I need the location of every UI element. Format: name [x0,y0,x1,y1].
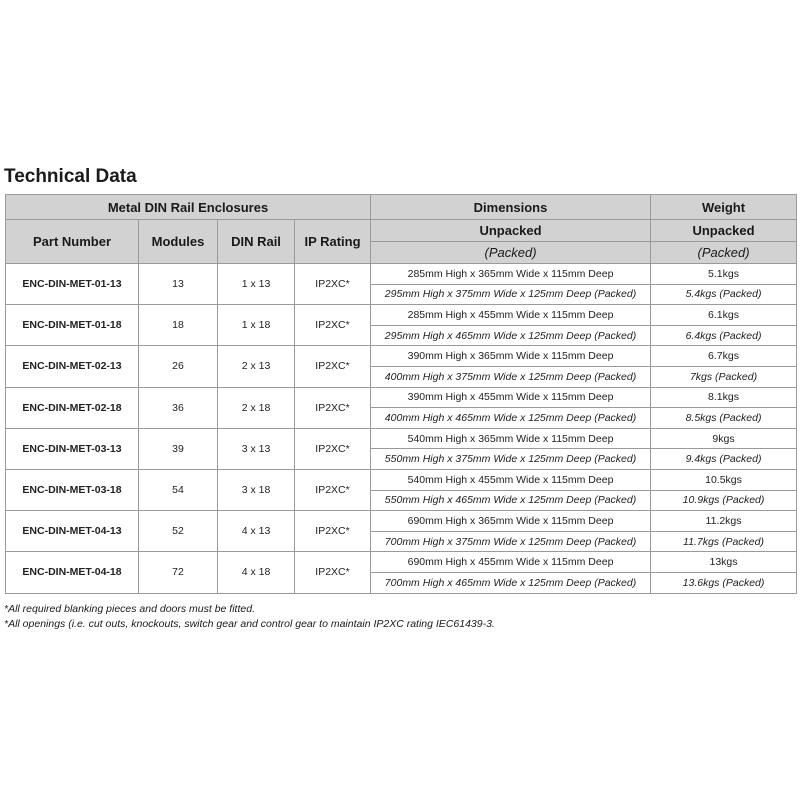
header-dimensions-unpacked: Unpacked [371,220,651,242]
dimensions-unpacked-cell: 390mm High x 365mm Wide x 115mm Deep [371,346,651,367]
ip-rating-cell: IP2XC* [295,428,371,469]
modules-cell: 13 [139,264,218,305]
header-dimensions: Dimensions [371,195,651,220]
weight-packed-cell: 10.9kgs (Packed) [651,490,797,511]
header-din-rail: DIN Rail [218,220,295,264]
part-number-cell: ENC-DIN-MET-02-13 [6,346,139,387]
weight-unpacked-cell: 6.7kgs [651,346,797,367]
dimensions-unpacked-cell: 690mm High x 455mm Wide x 115mm Deep [371,552,651,573]
footnote: *All openings (i.e. cut outs, knockouts, switch gear and control gear to maintain IP2XC rating IEC61439-3. [4,618,495,630]
ip-rating-cell: IP2XC* [295,552,371,593]
table-row [6,511,797,532]
dimensions-unpacked-cell: 540mm High x 365mm Wide x 115mm Deep [371,428,651,449]
weight-unpacked-cell: 9kgs [651,428,797,449]
modules-cell: 54 [139,469,218,510]
table-row [6,346,797,367]
dimensions-packed-cell: 550mm High x 375mm Wide x 125mm Deep (Packed) [371,449,651,470]
ip-rating-cell: IP2XC* [295,469,371,510]
ip-rating-cell: IP2XC* [295,387,371,428]
weight-unpacked-cell: 13kgs [651,552,797,573]
header-weight-packed: (Packed) [651,242,797,264]
din-rail-cell: 3 x 18 [218,469,295,510]
ip-rating-cell: IP2XC* [295,264,371,305]
din-rail-cell: 1 x 18 [218,305,295,346]
table-row [6,469,797,490]
part-number-cell: ENC-DIN-MET-02-18 [6,387,139,428]
weight-packed-cell: 6.4kgs (Packed) [651,325,797,346]
dimensions-unpacked-cell: 540mm High x 455mm Wide x 115mm Deep [371,469,651,490]
footnote: *All required blanking pieces and doors must be fitted. [4,603,255,615]
part-number-cell: ENC-DIN-MET-01-18 [6,305,139,346]
weight-unpacked-cell: 6.1kgs [651,305,797,326]
dimensions-packed-cell: 550mm High x 465mm Wide x 125mm Deep (Packed) [371,490,651,511]
weight-unpacked-cell: 11.2kgs [651,511,797,532]
din-rail-cell: 1 x 13 [218,264,295,305]
table-row [6,387,797,408]
weight-unpacked-cell: 5.1kgs [651,264,797,285]
table-row [6,305,797,326]
dimensions-packed-cell: 700mm High x 465mm Wide x 125mm Deep (Packed) [371,572,651,593]
dimensions-packed-cell: 400mm High x 465mm Wide x 125mm Deep (Packed) [371,408,651,429]
part-number-cell: ENC-DIN-MET-03-13 [6,428,139,469]
dimensions-packed-cell: 700mm High x 375mm Wide x 125mm Deep (Packed) [371,531,651,552]
part-number-cell: ENC-DIN-MET-03-18 [6,469,139,510]
modules-cell: 52 [139,511,218,552]
dimensions-unpacked-cell: 285mm High x 455mm Wide x 115mm Deep [371,305,651,326]
header-part-number: Part Number [6,220,139,264]
ip-rating-cell: IP2XC* [295,511,371,552]
technical-data-table [5,194,797,594]
header-dimensions-packed: (Packed) [371,242,651,264]
ip-rating-cell: IP2XC* [295,305,371,346]
dimensions-unpacked-cell: 285mm High x 365mm Wide x 115mm Deep [371,264,651,285]
din-rail-cell: 4 x 18 [218,552,295,593]
weight-packed-cell: 11.7kgs (Packed) [651,531,797,552]
part-number-cell: ENC-DIN-MET-01-13 [6,264,139,305]
din-rail-cell: 2 x 13 [218,346,295,387]
footnotes [4,602,495,632]
header-ip-rating: IP Rating [295,220,371,264]
part-number-cell: ENC-DIN-MET-04-13 [6,511,139,552]
modules-cell: 36 [139,387,218,428]
modules-cell: 18 [139,305,218,346]
ip-rating-cell: IP2XC* [295,346,371,387]
weight-packed-cell: 5.4kgs (Packed) [651,284,797,305]
table-row [6,552,797,573]
dimensions-packed-cell: 400mm High x 375mm Wide x 125mm Deep (Packed) [371,366,651,387]
weight-packed-cell: 8.5kgs (Packed) [651,408,797,429]
modules-cell: 72 [139,552,218,593]
header-modules: Modules [139,220,218,264]
page-title: Technical Data [4,166,137,187]
dimensions-unpacked-cell: 690mm High x 365mm Wide x 115mm Deep [371,511,651,532]
weight-packed-cell: 9.4kgs (Packed) [651,449,797,470]
weight-unpacked-cell: 10.5kgs [651,469,797,490]
table-row [6,428,797,449]
weight-packed-cell: 7kgs (Packed) [651,366,797,387]
header-group: Metal DIN Rail Enclosures [6,195,371,220]
header-weight: Weight [651,195,797,220]
dimensions-unpacked-cell: 390mm High x 455mm Wide x 115mm Deep [371,387,651,408]
weight-packed-cell: 13.6kgs (Packed) [651,572,797,593]
modules-cell: 39 [139,428,218,469]
part-number-cell: ENC-DIN-MET-04-18 [6,552,139,593]
modules-cell: 26 [139,346,218,387]
dimensions-packed-cell: 295mm High x 375mm Wide x 125mm Deep (Packed) [371,284,651,305]
header-weight-unpacked: Unpacked [651,220,797,242]
din-rail-cell: 3 x 13 [218,428,295,469]
dimensions-packed-cell: 295mm High x 465mm Wide x 125mm Deep (Packed) [371,325,651,346]
din-rail-cell: 4 x 13 [218,511,295,552]
weight-unpacked-cell: 8.1kgs [651,387,797,408]
din-rail-cell: 2 x 18 [218,387,295,428]
table-row [6,264,797,285]
